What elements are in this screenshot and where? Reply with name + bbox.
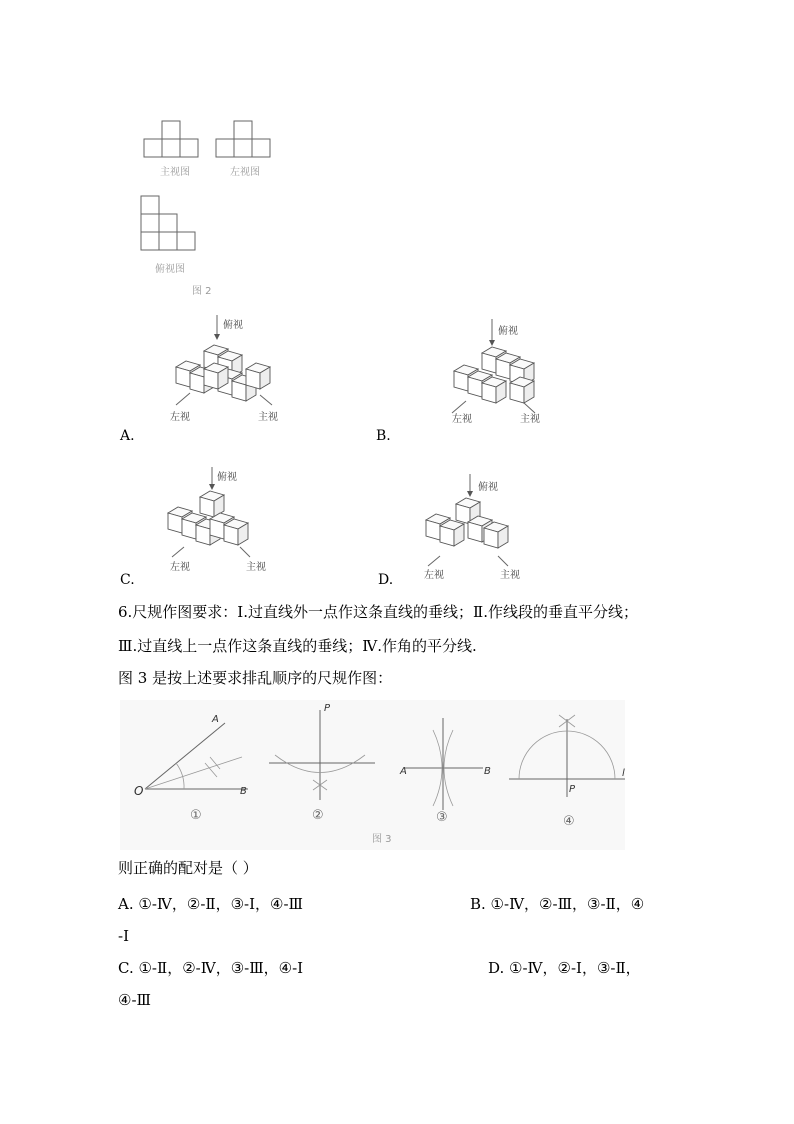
- question6-line1: 6.尺规作图要求：Ⅰ.过直线外一点作这条直线的垂线；Ⅱ.作线段的垂直平分线；: [118, 603, 638, 621]
- option-c-front-label: 主视: [246, 562, 266, 573]
- construction-3-number: ③: [436, 810, 448, 825]
- option-b-front-label: 主视: [520, 414, 540, 425]
- left-view-label: 左视图: [230, 167, 260, 178]
- construction-1-label-b: B: [240, 786, 247, 797]
- answer-prompt: 则正确的配对是（ ）: [118, 859, 258, 877]
- answer-option-d: D. ①-Ⅳ，②-Ⅰ，③-Ⅱ，: [488, 959, 641, 977]
- answer-option-c: C. ①-Ⅱ，②-Ⅳ，③-Ⅲ，④-Ⅰ: [118, 959, 304, 977]
- left-view-drawing: [215, 120, 275, 160]
- option-b-left-label: 左视: [452, 414, 472, 425]
- option-d-left-label: 左视: [424, 570, 444, 581]
- construction-3-label-a: A: [400, 766, 407, 777]
- construction-2-number: ②: [312, 808, 324, 823]
- option-b-top-label: 俯视: [498, 326, 518, 337]
- construction-1-number: ①: [190, 808, 202, 823]
- answer-option-b: B. ①-Ⅳ，②-Ⅲ，③-Ⅱ，④: [470, 895, 645, 913]
- construction-4-number: ④: [563, 814, 575, 829]
- question6-line2: Ⅲ.过直线上一点作这条直线的垂线；Ⅳ.作角的平分线.: [118, 637, 477, 655]
- option-a-top-label: 俯视: [223, 320, 243, 331]
- construction-1: [120, 705, 260, 825]
- construction-4-label-l: l: [622, 768, 625, 779]
- option-c-left-label: 左视: [170, 562, 190, 573]
- figure3-caption: 图 3: [372, 834, 392, 845]
- construction-3: [395, 710, 495, 810]
- front-view-label: 主视图: [160, 167, 190, 178]
- option-d-front-label: 主视: [500, 570, 520, 581]
- construction-1-label-a: A: [212, 714, 219, 725]
- answer-option-d-cont: ④-Ⅲ: [118, 991, 151, 1009]
- option-b-letter: B.: [376, 428, 391, 444]
- construction-4-label-p: P: [569, 784, 576, 795]
- figure2-caption: 图 2: [192, 286, 212, 297]
- answer-option-b-cont: -Ⅰ: [118, 927, 129, 945]
- top-view-label: 俯视图: [155, 264, 185, 275]
- option-c-top-label: 俯视: [217, 472, 237, 483]
- front-view-drawing: [143, 120, 203, 160]
- answer-option-a: A. ①-Ⅳ，②-Ⅱ，③-Ⅰ，④-Ⅲ: [118, 895, 304, 913]
- construction-2-label-p: P: [324, 703, 331, 714]
- option-d-top-label: 俯视: [478, 482, 498, 493]
- option-a-left-label: 左视: [170, 412, 190, 423]
- construction-1-label-o: O: [134, 784, 144, 798]
- top-view-drawing: [140, 195, 200, 255]
- option-d-letter: D.: [378, 572, 394, 588]
- question6-line3: 图 3 是按上述要求排乱顺序的尺规作图：: [118, 669, 393, 687]
- option-c-letter: C.: [120, 572, 135, 588]
- option-a-front-label: 主视: [258, 412, 278, 423]
- option-a-letter: A.: [120, 428, 135, 444]
- construction-4: [505, 705, 630, 815]
- construction-3-label-b: B: [484, 766, 491, 777]
